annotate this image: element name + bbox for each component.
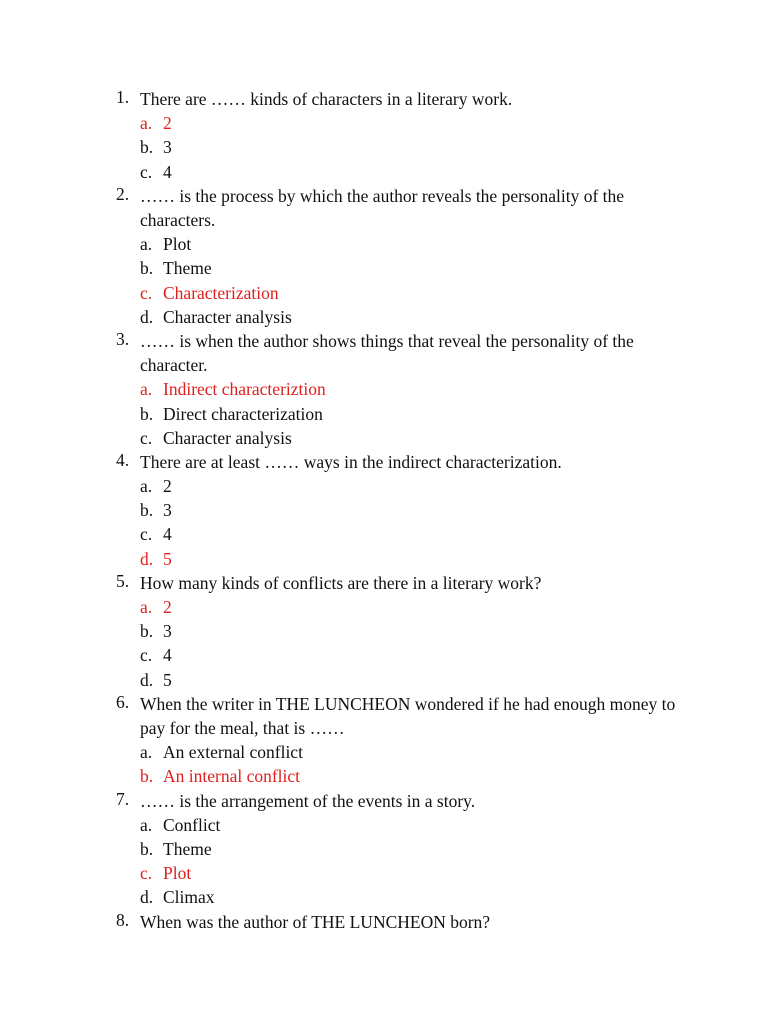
option-text: 3 bbox=[163, 137, 172, 158]
question-text: …… is the process by which the author reveals the personality of the characters. bbox=[140, 185, 625, 230]
option-letter: b. bbox=[140, 403, 154, 424]
quiz-document bbox=[0, 87, 768, 934]
question-text: When the writer in THE LUNCHEON wondered if he had enough money to pay for the meal, that is …… bbox=[140, 693, 676, 738]
answer-option bbox=[0, 474, 768, 498]
question-number: 7. bbox=[116, 788, 130, 809]
answer-option bbox=[0, 426, 768, 450]
option-text: 2 bbox=[163, 476, 172, 497]
option-text: 2 bbox=[163, 113, 172, 134]
option-text: Characterization bbox=[163, 282, 279, 303]
option-letter: a. bbox=[140, 814, 153, 835]
answer-option bbox=[0, 643, 768, 667]
question-number: 2. bbox=[116, 183, 130, 204]
answer-option bbox=[0, 837, 768, 861]
option-text: 5 bbox=[163, 548, 172, 569]
answer-option bbox=[0, 402, 768, 426]
option-text: 4 bbox=[163, 161, 172, 182]
option-text: Theme bbox=[163, 258, 212, 279]
question-number: 1. bbox=[116, 87, 130, 107]
option-text: An internal conflict bbox=[163, 766, 301, 787]
answer-option bbox=[0, 522, 768, 546]
answer-option bbox=[0, 740, 768, 764]
option-letter: b. bbox=[140, 621, 154, 642]
question-item bbox=[0, 789, 768, 813]
option-letter: b. bbox=[140, 838, 154, 859]
option-text: An external conflict bbox=[163, 742, 303, 763]
option-text: 5 bbox=[163, 669, 172, 690]
option-letter: d. bbox=[140, 548, 154, 569]
option-letter: b. bbox=[140, 137, 154, 158]
answer-option bbox=[0, 377, 768, 401]
option-text: Conflict bbox=[163, 814, 221, 835]
answer-option bbox=[0, 861, 768, 885]
answer-option bbox=[0, 160, 768, 184]
question-text: When was the author of THE LUNCHEON born? bbox=[140, 911, 491, 932]
option-letter: b. bbox=[140, 766, 154, 787]
option-text: Plot bbox=[163, 863, 192, 884]
answer-option bbox=[0, 305, 768, 329]
question-item bbox=[0, 692, 768, 740]
option-text: 4 bbox=[163, 524, 172, 545]
option-letter: d. bbox=[140, 306, 154, 327]
question-item bbox=[0, 571, 768, 595]
question-number: 5. bbox=[116, 570, 130, 591]
option-letter: a. bbox=[140, 476, 153, 497]
answer-option bbox=[0, 668, 768, 692]
answer-option bbox=[0, 885, 768, 909]
question-item bbox=[0, 450, 768, 474]
question-text: …… is when the author shows things that reveal the personality of the character. bbox=[140, 330, 634, 376]
option-letter: a. bbox=[140, 379, 153, 400]
option-text: 4 bbox=[163, 645, 172, 666]
question-text: …… is the arrangement of the events in a story. bbox=[140, 790, 476, 811]
question-number: 6. bbox=[116, 691, 130, 712]
option-letter: a. bbox=[140, 597, 153, 618]
answer-option bbox=[0, 281, 768, 305]
question-text: There are at least …… ways in the indirect characterization. bbox=[140, 451, 562, 472]
question-item bbox=[0, 184, 768, 232]
option-text: Climax bbox=[163, 887, 215, 908]
option-letter: c. bbox=[140, 524, 153, 545]
answer-option bbox=[0, 813, 768, 837]
question-number: 4. bbox=[116, 449, 130, 470]
answer-option bbox=[0, 232, 768, 256]
question-number: 8. bbox=[116, 909, 130, 930]
answer-option bbox=[0, 547, 768, 571]
question-number: 3. bbox=[116, 328, 130, 349]
answer-option bbox=[0, 135, 768, 159]
question-text: How many kinds of conflicts are there in a literary work? bbox=[140, 572, 542, 593]
option-text: 3 bbox=[163, 500, 172, 521]
answer-option bbox=[0, 111, 768, 135]
answer-option bbox=[0, 619, 768, 643]
option-text: Character analysis bbox=[163, 306, 292, 327]
option-letter: c. bbox=[140, 427, 153, 448]
option-letter: c. bbox=[140, 161, 153, 182]
question-item bbox=[0, 910, 768, 934]
question-text: There are …… kinds of characters in a literary work. bbox=[140, 89, 513, 109]
answer-option bbox=[0, 764, 768, 788]
option-letter: c. bbox=[140, 282, 153, 303]
answer-option bbox=[0, 498, 768, 522]
option-letter: b. bbox=[140, 258, 154, 279]
answer-option bbox=[0, 595, 768, 619]
option-letter: d. bbox=[140, 887, 154, 908]
option-letter: c. bbox=[140, 863, 153, 884]
option-text: Character analysis bbox=[163, 427, 292, 448]
option-letter: a. bbox=[140, 234, 153, 255]
option-letter: a. bbox=[140, 742, 153, 763]
answer-option bbox=[0, 256, 768, 280]
option-text: 2 bbox=[163, 597, 172, 618]
option-text: Plot bbox=[163, 234, 192, 255]
option-letter: b. bbox=[140, 500, 154, 521]
option-letter: a. bbox=[140, 113, 153, 134]
option-letter: d. bbox=[140, 669, 154, 690]
option-text: 3 bbox=[163, 621, 172, 642]
question-item bbox=[0, 329, 768, 377]
option-text: Theme bbox=[163, 838, 212, 859]
option-text: Indirect characteriztion bbox=[163, 379, 326, 400]
question-item bbox=[0, 87, 768, 111]
option-text: Direct characterization bbox=[163, 403, 323, 424]
option-letter: c. bbox=[140, 645, 153, 666]
